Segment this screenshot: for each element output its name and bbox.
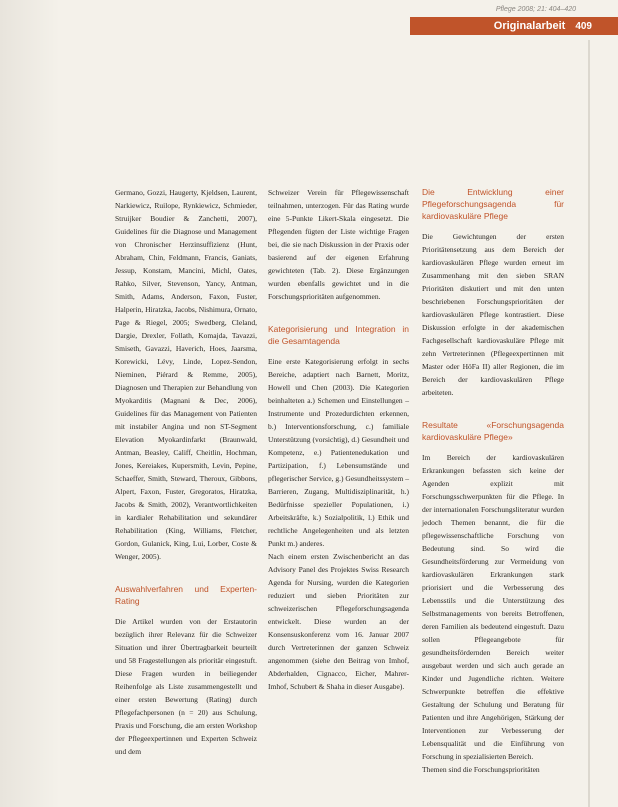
journal-citation: Pflege 2008; 21: 404–420	[495, 6, 576, 13]
paragraph: Die Gewichtungen der ersten Prioritätensetzung aus dem Bereich der kardiovaskulären Pflege wurden erneut im Zusammenhang mit den sieben SRAN Prioritäten diskutiert und mit den unten beschriebenen Forschungsprioritäten der kardiovaskulären Pflege kontrastiert. Diese Diskussion erfolgte in der akademischen Fachgesellschaft kardiovaskuläre Pflege mit zehn Vertreterinnen (Pflegeexpertinnen mit Master oder HöFa II) aller Regionen, die im Bereich der kardiovaskulären Pflege arbeiteten.	[422, 232, 564, 397]
section-label: Originalarbeit	[493, 20, 566, 32]
page-fold-line	[588, 40, 590, 807]
section-heading-kategorisierung: Kategorisierung und Integration in die Gesamtagenda	[268, 324, 409, 346]
page-spine-shadow	[0, 0, 60, 807]
text-column-1	[115, 186, 257, 758]
page-number: 409	[575, 20, 592, 32]
section-heading-entwicklung: Die Entwicklung einer Pflegeforschungsagenda für kardiovaskuläre Pflege	[422, 187, 564, 221]
text-column-3	[422, 186, 564, 776]
paragraph: Eine erste Kategorisierung erfolgt in sechs Bereiche, adaptiert nach Barnett, Moritz, Howell und Chen (2003). Die Kategorien beinhalteten a.) Schemen und Einstellungen – Instrumente und Prozedurdichten erkennen, b.) Interventionsforschung, c.) familiale Unterstützung (vorsichtig), d.) Gesundheit und Kompetenz, e.) Patientenedukation und Partizipation, f.) Lebensumstände und pflegerischer Service, g.) Gesundheitssystem – Barrieren, Zugang, Multidisziplinarität, h.) Bedürfnisse spezieller Populationen, i.) Arbeitskräfte, k.) Sozialpolitik, l.) Ethik und rechtliche Angelegenheiten und als letzten Punkt m.) anderes.	[268, 357, 409, 548]
paragraph: Schweizer Verein für Pflegewissenschaft teilnahmen, unterzogen. Für das Rating wurde eine 5-Punkte Likert-Skala eingesetzt. Die Pflegenden fügten der Liste wichtige Fragen bei, die sie nach Diskussion in der Praxis oder basierend auf der eigenen Erfahrung gewichteten (Tab. 2). Diese Ergänzungen wurden ebenfalls gewichtet und in die Forschungsprioritäten aufgenommen.	[268, 188, 409, 301]
text-column-2	[268, 186, 409, 693]
section-heading-auswahlverfahren: Auswahlverfahren und Experten-Rating	[115, 584, 257, 606]
paragraph: Themen sind die Forschungsprioritäten	[422, 765, 540, 774]
paragraph: Im Bereich der kardiovaskulären Erkrankungen befassten sich keine der Agenden explizit mit Forschungsschwerpunkten für die Pflege. In der internationalen Forschungsliteratur wurden jedoch Themen benannt, die für die pflegewissenschaftliche Forschung von Bedeutung sind. So wird die Gesundheitsförderung zur Vermeidung von kardiovaskulären Erkrankungen stark priorisiert und die Verbesserung des Lebensstils und die Unterstützung des Selbstmanagements von bereits Betroffenen, deren Familien als bedeutend eingestuft. Dazu sollen Pflegeangebote für gesundheitsfördernden Bereich weiter ausgebaut werden und sich auch gerade an Kinder und Jugendliche richten. Weitere Schwerpunkte betreffen die effektive Gestaltung der Schulung und Beratung für Patienten und ihre Angehörigen, Stärkung der Interventionen zur Verbesserung der Lebensqualität und die Einführung von Forschung in spezialisierten Bereich.	[422, 453, 564, 761]
paragraph: Die Artikel wurden von der Erstautorin bezüglich ihrer Relevanz für die Schweizer Situation und ihrer Übertragbarkeit beurteilt und 58 Fragestellungen als prioritär eingestuft. Diese Fragen wurden in beiliegender Reihenfolge als Liste zusammengestellt und einer ersten Bewertung (Rating) durch Pflegefachpersonen (n = 20) aus Schulung, Praxis und Forschung, die am ersten Workshop der Pflegeexpertinnen und Experten Schweiz und dem	[115, 617, 257, 756]
section-heading-resultate: Resultate «Forschungsagenda kardiovaskuläre Pflege»	[422, 420, 564, 442]
section-header-bar	[410, 17, 618, 35]
paragraph: Nach einem ersten Zwischenbericht an das Advisory Panel des Projektes Swiss Research Agenda for Nursing, wurden die Kategorien reduziert und sieben Prioritäten zur schweizerischen Pflegeforschungsagenda entwickelt. Diese wurden an der Konsensuskonferenz vom 16. Januar 2007 durch Vertreterinnen der ganzen Schweiz angenommen (siehe den Beitrag von Imhof, Abderhalden, Cignacco, Eicher, Mahrer-Imhof, Schubert & Shaha in dieser Ausgabe).	[268, 552, 409, 691]
paragraph: Germano, Gozzi, Haugerty, Kjeldsen, Laurent, Narkiewicz, Ruilope, Rynkiewicz, Schmieder, Struijker Boudier & Zanchetti, 2007), Guidelines für die Diagnose und Management von Chronischer Herzinsuffizienz (Hunt, Abraham, Chin, Feldmann, Francis, Ganiats, Jessup, Konstam, Mancini, Michl, Oates, Rahko, Silver, Stevenson, Yancy, Antman, Smith, Adams, Anderson, Faxon, Fuster, Halperin, Hiratzka, Jacobs, Nishimura, Ornato, Page & Riegel, 2005; Swedberg, Cleland, Dargie, Drexler, Follath, Komajda, Tavazzi, Smiseth, Gavazzi, Haverich, Hoes, Jaarsma, Korewicki, Lévy, Linde, Lopez-Sendon, Nieminen, Piérard & Remme, 2005), Diagnosen und Therapien zur Behandlung von Myokarditis (Magnani & Dec, 2006), Guidelines für das Management von Patienten mit instabiler Angina und non ST-Segment Elevation Myokardinfarkt (Braunwald, Antman, Beasley, Califf, Cheitlin, Hochman, Jones, Kereiakes, Kupersmith, Levin, Pepine, Schaeffer, Smith, Steward, Theroux, Gibbons, Alpert, Faxon, Fuster, Gregoratos, Hiratzka, Jacobs & Smith, 2002), Verantwortlichkeiten in kardialer Rehabilitation und sekundärer Rehabilitation (King, Williams, Fletcher, Gordon, Gulanick, King, Lui, Lorber, Coste & Wenger, 2005).	[115, 188, 257, 561]
